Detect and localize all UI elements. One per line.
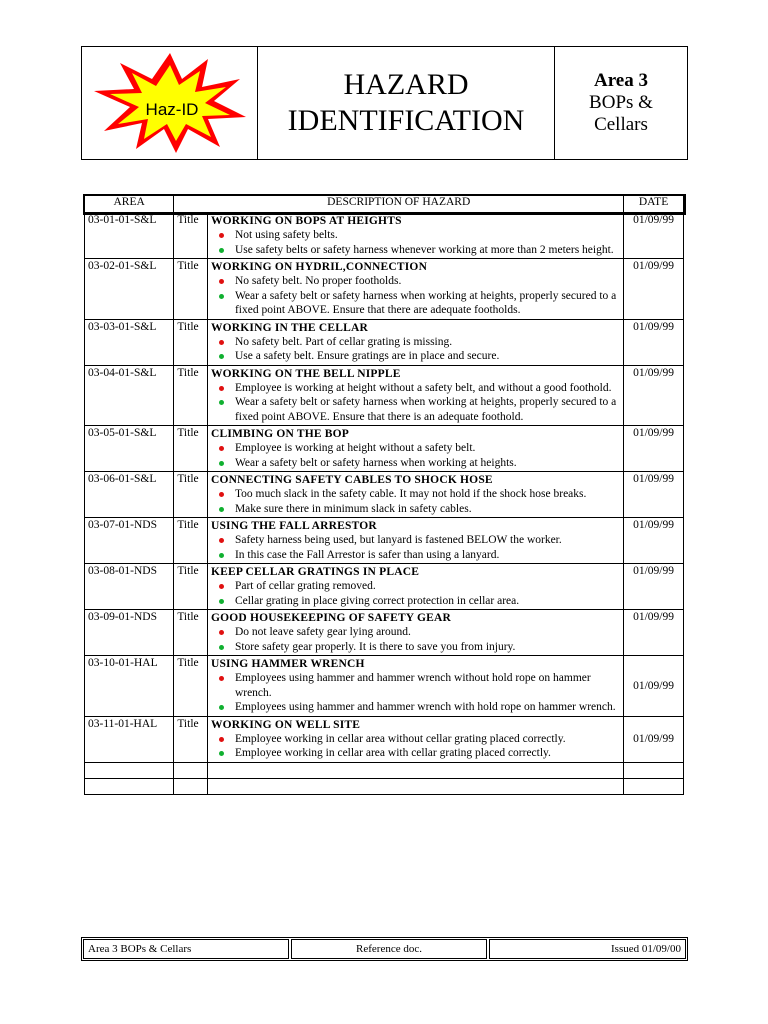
hazard-point-bad: Employees using hammer and hammer wrench without hold rope on hammer wrench. (211, 671, 620, 700)
row-description (207, 472, 623, 518)
table-row (85, 472, 684, 518)
row-title-label: Title (174, 610, 208, 656)
empty-cell (624, 762, 684, 778)
hazard-points (211, 441, 620, 470)
row-area-code: 03-04-01-S&L (85, 365, 174, 426)
table-row (85, 716, 684, 762)
empty-cell (85, 778, 174, 794)
row-description (207, 656, 623, 717)
hazard-point-good: Wear a safety belt or safety harness when working at heights, properly secured to a fixed point ABOVE. Ensure that there is an adequate foothold. (211, 395, 620, 424)
hazard-point-bad: Not using safety belts. (211, 228, 620, 243)
row-date: 01/09/99 (624, 716, 684, 762)
hazard-point-good: Employee working in cellar area with cellar grating placed correctly. (211, 746, 620, 761)
hazard-point-bad: Employee is working at height without a safety belt. (211, 441, 620, 456)
hazard-point-bad: Employee is working at height without a safety belt, and without a good foothold. (211, 381, 620, 396)
hazard-points (211, 625, 620, 654)
area-line-2: BOPs & (589, 92, 653, 113)
hazard-heading: WORKING IN THE CELLAR (210, 321, 368, 334)
hazard-heading: WORKING ON THE BELL NIPPLE (210, 367, 401, 380)
row-date: 01/09/99 (624, 610, 684, 656)
table-row (85, 656, 684, 717)
title-line-1: HAZARD (343, 68, 469, 101)
row-date: 01/09/99 (624, 472, 684, 518)
table-body (85, 213, 684, 795)
logo-text: Haz-ID (145, 100, 199, 119)
hazard-table (84, 195, 684, 795)
hazard-point-good: Employees using hammer and hammer wrench with hold rope on hammer wrench. (211, 700, 620, 715)
row-description (207, 610, 623, 656)
hazard-point-good: Wear a safety belt or safety harness when working at heights. (211, 456, 620, 471)
row-title-label: Title (174, 716, 208, 762)
row-description (207, 426, 623, 472)
row-area-code: 03-01-01-S&L (85, 213, 174, 259)
hazard-point-good: Store safety gear properly. It is there to save you from injury. (211, 640, 620, 655)
area-line-1: Area 3 (594, 70, 648, 91)
hazard-point-good: Make sure there in minimum slack in safety cables. (211, 502, 620, 517)
row-title-label: Title (174, 472, 208, 518)
row-description (207, 213, 623, 259)
hazard-heading: USING THE FALL ARRESTOR (210, 520, 377, 532)
row-date: 01/09/99 (624, 564, 684, 610)
document-header (81, 46, 688, 160)
table-row (85, 319, 684, 365)
empty-cell (85, 762, 174, 778)
table-row (85, 426, 684, 472)
row-description (207, 259, 623, 320)
row-title-label: Title (174, 426, 208, 472)
row-title-label: Title (174, 656, 208, 717)
hazard-heading: CONNECTING SAFETY CABLES TO SHOCK HOSE (210, 474, 493, 486)
row-date: 01/09/99 (624, 259, 684, 320)
row-date: 01/09/99 (624, 213, 684, 259)
row-description (207, 564, 623, 610)
row-date: 01/09/99 (624, 518, 684, 564)
document-footer (81, 937, 688, 961)
column-header-date: DATE (624, 196, 684, 213)
empty-cell (207, 762, 623, 778)
document-title (258, 47, 555, 159)
row-area-code: 03-07-01-NDS (85, 518, 174, 564)
hazard-heading: WORKING ON HYDRIL,CONNECTION (210, 261, 428, 273)
hazard-points (211, 274, 620, 318)
table-row (85, 610, 684, 656)
footer-reference: Reference doc. (291, 939, 487, 959)
hazard-point-bad: Do not leave safety gear lying around. (211, 625, 620, 640)
hazard-point-good: Use safety belts or safety harness whenever working at more than 2 meters height. (211, 243, 620, 258)
row-area-code: 03-05-01-S&L (85, 426, 174, 472)
row-title-label: Title (174, 319, 208, 365)
row-date: 01/09/99 (624, 426, 684, 472)
hazard-points (211, 335, 620, 364)
empty-cell (207, 778, 623, 794)
logo-cell (82, 47, 258, 159)
row-description (207, 716, 623, 762)
footer-area: Area 3 BOPs & Cellars (83, 939, 289, 959)
row-area-code: 03-09-01-NDS (85, 610, 174, 656)
row-title-label: Title (174, 518, 208, 564)
row-description (207, 319, 623, 365)
hazard-points (211, 579, 620, 608)
empty-row (85, 778, 684, 794)
hazard-point-good: Use a safety belt. Ensure gratings are in place and secure. (211, 349, 620, 364)
table-row (85, 564, 684, 610)
hazard-point-bad: No safety belt. No proper footholds. (211, 274, 620, 289)
area-label (555, 47, 687, 159)
table-row (85, 518, 684, 564)
area-line-3: Cellars (594, 114, 648, 135)
row-title-label: Title (174, 365, 208, 426)
hazard-points (211, 487, 620, 516)
empty-cell (624, 778, 684, 794)
row-area-code: 03-02-01-S&L (85, 259, 174, 320)
table-row (85, 365, 684, 426)
table-row (85, 213, 684, 259)
column-header-description: DESCRIPTION OF HAZARD (174, 196, 624, 213)
row-date: 01/09/99 (624, 319, 684, 365)
table-header-row (85, 196, 684, 213)
hazard-point-bad: Too much slack in the safety cable. It may not hold if the shock hose breaks. (211, 487, 620, 502)
hazard-point-good: Wear a safety belt or safety harness when working at heights, properly secured to a fixed point ABOVE. Ensure that there are adequate footholds. (211, 289, 620, 318)
empty-cell (174, 778, 208, 794)
row-date: 01/09/99 (624, 656, 684, 717)
hazard-heading: GOOD HOUSEKEEPING OF SAFETY GEAR (210, 612, 451, 624)
column-header-area: AREA (85, 196, 174, 213)
title-line-2: IDENTIFICATION (287, 104, 525, 137)
table-row (85, 259, 684, 320)
row-area-code: 03-03-01-S&L (85, 319, 174, 365)
hazard-heading: WORKING ON WELL SITE (210, 718, 361, 731)
row-area-code: 03-11-01-HAL (85, 716, 174, 762)
empty-cell (174, 762, 208, 778)
row-title-label: Title (174, 259, 208, 320)
hazard-point-bad: No safety belt. Part of cellar grating is missing. (211, 335, 620, 350)
row-title-label: Title (174, 564, 208, 610)
row-title-label: Title (174, 213, 208, 259)
haz-id-starburst-icon (90, 49, 250, 157)
hazard-points (211, 732, 620, 761)
hazard-points (211, 533, 620, 562)
hazard-point-good: In this case the Fall Arrestor is safer than using a lanyard. (211, 548, 620, 563)
hazard-point-bad: Employee working in cellar area without cellar grating placed correctly. (211, 732, 620, 747)
hazard-point-bad: Safety harness being used, but lanyard is fastened BELOW the worker. (211, 533, 620, 548)
hazard-points (211, 228, 620, 257)
hazard-heading: KEEP CELLAR GRATINGS IN PLACE (210, 566, 420, 578)
hazard-points (211, 381, 620, 425)
row-date: 01/09/99 (624, 365, 684, 426)
hazard-heading: USING HAMMER WRENCH (210, 658, 365, 670)
hazard-point-good: Cellar grating in place giving correct protection in cellar area. (211, 594, 620, 609)
hazard-heading: CLIMBING ON THE BOP (210, 428, 350, 440)
row-area-code: 03-06-01-S&L (85, 472, 174, 518)
row-description (207, 518, 623, 564)
hazard-point-bad: Part of cellar grating removed. (211, 579, 620, 594)
footer-issued: Issued 01/09/00 (489, 939, 686, 959)
hazard-points (211, 671, 620, 715)
empty-row (85, 762, 684, 778)
hazard-heading: WORKING ON BOPS AT HEIGHTS (210, 215, 402, 227)
row-area-code: 03-08-01-NDS (85, 564, 174, 610)
row-area-code: 03-10-01-HAL (85, 656, 174, 717)
row-description (207, 365, 623, 426)
